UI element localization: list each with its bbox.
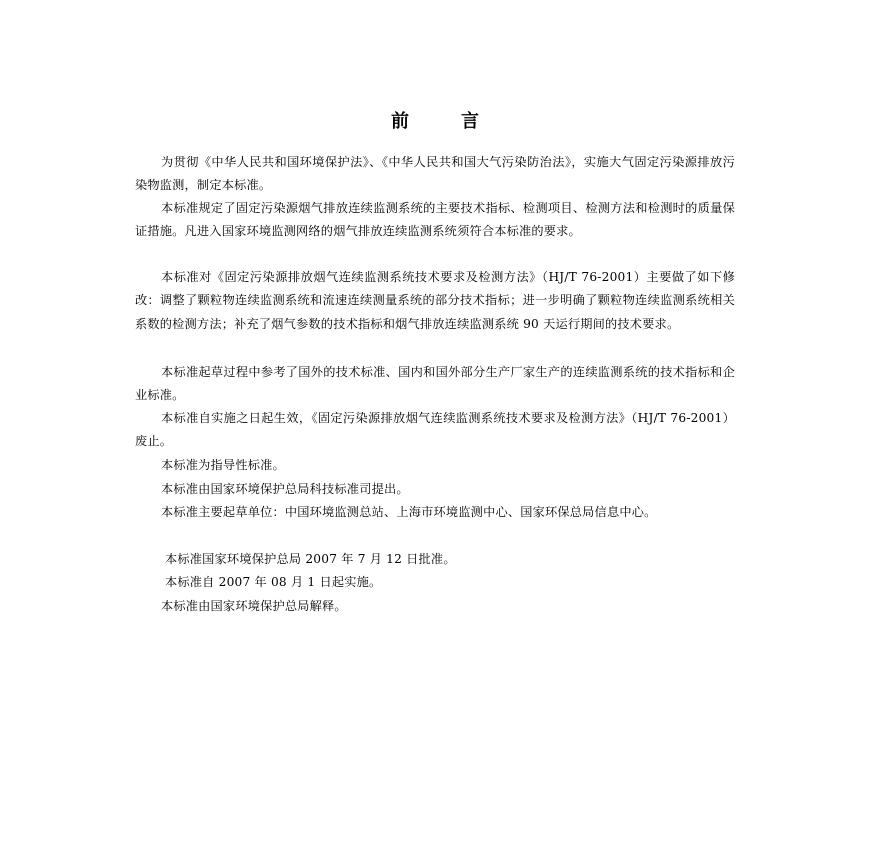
paragraph-purpose: 为贯彻《中华人民共和国环境保护法》、《中华人民共和国大气污染防治法》，实施大气固定污染源排放污染物监测，制定本标准。: [135, 155, 735, 193]
paragraph-implementation: 本标准自 2007 年 08 月 1 日起实施。: [165, 575, 382, 589]
paragraph-drafting-units: 本标准主要起草单位：中国环境监测总站、上海市环境监测中心、国家环保总局信息中心。: [161, 505, 657, 519]
paragraph-references: 本标准起草过程中参考了国外的技术标准、国内和国外部分生产厂家生产的连续监测系统的技术指标和企业标准。: [135, 365, 735, 403]
title-char-2: 言: [461, 111, 479, 132]
title-char-1: 前: [391, 111, 409, 132]
page-title: [0, 107, 870, 133]
paragraph-effective: 本标准自实施之日起生效，《固定污染源排放烟气连续监测系统技术要求及检测方法》（HJ/T 76-2001）废止。: [135, 411, 735, 449]
paragraph-interpretation: 本标准由国家环境保护总局解释。: [161, 599, 347, 613]
paragraph-approval: 本标准国家环境保护总局 2007 年 7 月 12 日批准。: [165, 552, 456, 566]
paragraph-revisions: 本标准对《固定污染源排放烟气连续监测系统技术要求及检测方法》（HJ/T 76-2001）主要做了如下修改：调整了颗粒物连续监测系统和流速连续测量系统的部分技术指标；进一步明确了颗粒物连续监测系统相关系数的检测方法；补充了烟气参数的技术指标和烟气排放连续监测系统 90 天运行期间的技术要求。: [135, 270, 735, 331]
paragraph-scope: 本标准规定了固定污染源烟气排放连续监测系统的主要技术指标、检测项目、检测方法和检测时的质量保证措施。凡进入国家环境监测网络的烟气排放连续监测系统须符合本标准的要求。: [135, 201, 735, 239]
paragraph-guidance: 本标准为指导性标准。: [161, 458, 285, 472]
paragraph-proposed-by: 本标准由国家环境保护总局科技标准司提出。: [161, 482, 409, 496]
